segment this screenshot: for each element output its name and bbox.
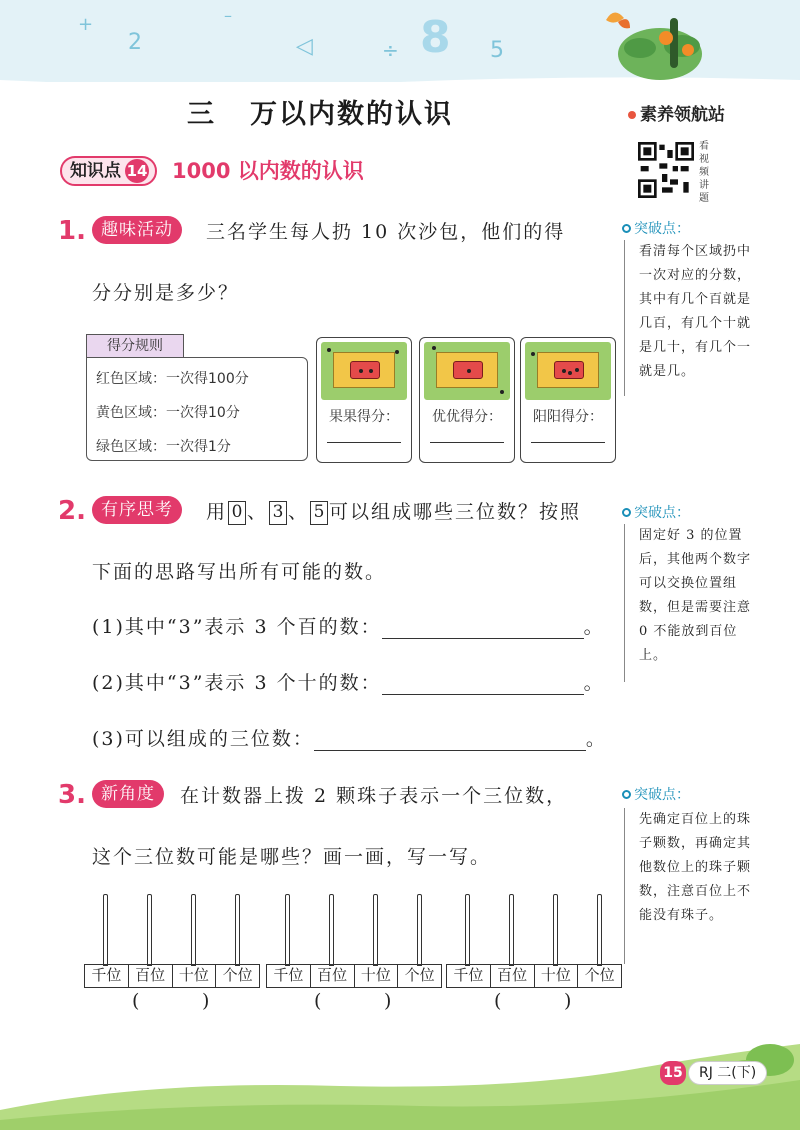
page-title [0, 92, 640, 131]
q2-pre: 用 [206, 501, 228, 523]
score-card-youyou [419, 337, 515, 463]
score-label-guoguo: 果果得分： [329, 409, 399, 425]
knowledge-point-label: 知识点 [70, 161, 121, 181]
q2-sub1-label: (1)其中“3”表示 3 个百的数： [92, 616, 382, 638]
place-thousands: 千位 [267, 965, 311, 987]
unit-number: 三 [187, 99, 216, 130]
knowledge-point-tag [60, 156, 157, 186]
question-2-sub-2 [92, 668, 605, 695]
plant-butterfly-icon [600, 4, 720, 84]
knowledge-point-number: 14 [125, 159, 149, 183]
answer-paren-open[interactable]: ( [314, 990, 322, 1012]
abacus-rod[interactable] [147, 894, 152, 966]
pin-icon [628, 111, 636, 119]
place-tens: 十位 [535, 965, 579, 987]
place-value-row [84, 964, 260, 988]
rule-red: 红色区域：一次得100分 [96, 371, 249, 387]
q2-sep: 、 [288, 501, 310, 523]
decor-dash-icon: – [224, 6, 232, 25]
hint-3-text: 先确定百位上的珠子颗数，再确定其他数位上的珠子颗数，注意百位上不能没有珠子。 [624, 808, 752, 964]
score-blank-youyou[interactable] [430, 442, 504, 443]
decor-plus-icon: + [78, 14, 94, 35]
abacus-rod[interactable] [553, 894, 558, 966]
score-label-youyou: 优优得分： [432, 409, 502, 425]
answer-blank-3[interactable] [314, 731, 586, 751]
target-board-icon [525, 342, 611, 400]
place-hundreds: 百位 [129, 965, 173, 987]
abacus-3[interactable] [446, 890, 622, 1014]
hint-1-text: 看清每个区域扔中一次对应的分数，其中有几个百就是几百，有几个十就是几十，有几个一就是几。 [624, 240, 752, 396]
question-3-tag: 新角度 [92, 780, 164, 808]
question-2-tag: 有序思考 [92, 496, 182, 524]
answer-paren-open[interactable]: ( [132, 990, 140, 1012]
place-value-row [446, 964, 622, 988]
question-2-line-1 [206, 497, 581, 525]
place-ones: 个位 [222, 966, 253, 984]
q2-sub2-label: (2)其中“3”表示 3 个十的数： [92, 672, 382, 694]
knowledge-point-title: 1000 以内数的认识 [172, 159, 364, 183]
q2-end: 。 [585, 728, 607, 750]
question-2-line-2: 下面的思路写出所有可能的数。 [92, 561, 387, 583]
answer-paren-close[interactable]: ) [564, 990, 572, 1012]
abacus-rod[interactable] [373, 894, 378, 966]
question-1-line-2: 分分别是多少？ [92, 282, 240, 304]
place-thousands: 千位 [447, 965, 491, 987]
hint-3-label: 突破点： [634, 787, 690, 803]
literacy-station [628, 100, 725, 125]
abacus-rod[interactable] [417, 894, 422, 966]
place-hundreds: 百位 [311, 965, 355, 987]
scoring-rule-title: 得分规则 [86, 334, 184, 358]
target-ring-icon [622, 224, 631, 233]
question-3-number: 3. [58, 780, 86, 810]
answer-blank-1[interactable] [382, 619, 584, 639]
hint-3-heading [622, 784, 690, 804]
page-number: 15 [660, 1061, 686, 1085]
qr-code-icon[interactable] [638, 142, 694, 198]
question-3-line-2: 这个三位数可能是哪些？画一画，写一写。 [92, 846, 492, 868]
station-label: 素养领航站 [640, 105, 725, 125]
answer-paren-open[interactable]: ( [494, 990, 502, 1012]
answer-paren-close[interactable]: ) [202, 990, 210, 1012]
question-2-sub-3 [92, 724, 607, 751]
q2-sub3-label: (3)可以组成的三位数： [92, 728, 314, 750]
decor-digit-icon: 8 [420, 12, 451, 63]
place-hundreds: 百位 [491, 965, 535, 987]
place-value-row [266, 964, 442, 988]
score-blank-guoguo[interactable] [327, 442, 401, 443]
question-2-sub-1 [92, 612, 605, 639]
question-2-number: 2. [58, 496, 86, 526]
abacus-rod[interactable] [103, 894, 108, 966]
hint-2-heading [622, 502, 690, 522]
question-3-line-1: 在计数器上拨 2 颗珠子表示一个三位数， [180, 785, 568, 807]
decor-digit-icon: 5 [490, 38, 504, 63]
target-board-icon [321, 342, 407, 400]
decor-triangle-icon: ◁ [296, 34, 313, 59]
abacus-1[interactable] [84, 890, 260, 1014]
hint-2-label: 突破点： [634, 505, 690, 521]
question-1-line-1: 三名学生每人扔 10 次沙包，他们的得 [206, 221, 566, 243]
rule-yellow: 黄色区域：一次得10分 [96, 405, 240, 421]
place-tens: 十位 [355, 965, 399, 987]
q2-post: 可以组成哪些三位数？按照 [329, 501, 582, 523]
score-card-guoguo [316, 337, 412, 463]
score-card-yangyang [520, 337, 616, 463]
hint-1-label: 突破点： [634, 221, 690, 237]
digit-card-3: 3 [269, 501, 287, 525]
place-ones: 个位 [404, 966, 435, 984]
q2-end: 。 [583, 616, 605, 638]
edition-label: RJ 二(下) [688, 1061, 767, 1085]
hint-2-text: 固定好 3 的位置后，其他两个数字可以交换位置组数，但是需要注意 0 不能放到百位上。 [624, 524, 752, 682]
abacus-rod[interactable] [329, 894, 334, 966]
abacus-rod[interactable] [509, 894, 514, 966]
abacus-rod[interactable] [597, 894, 602, 966]
abacus-2[interactable] [266, 890, 442, 1014]
rule-green: 绿色区域：一次得1分 [96, 439, 231, 455]
q2-end: 。 [583, 672, 605, 694]
qr-label: 看视频讲题 [699, 141, 709, 204]
q2-sep: 、 [247, 501, 269, 523]
decor-divide-icon: ÷ [382, 38, 399, 62]
unit-title: 万以内数的认识 [250, 99, 453, 130]
score-label-yangyang: 阳阳得分： [533, 409, 603, 425]
target-ring-icon [622, 508, 631, 517]
digit-card-0: 0 [228, 501, 246, 525]
hint-1-heading [622, 218, 690, 238]
digit-card-5: 5 [310, 501, 328, 525]
target-board-icon [424, 342, 510, 400]
place-tens: 十位 [173, 965, 217, 987]
abacus-rod[interactable] [465, 894, 470, 966]
target-ring-icon [622, 790, 631, 799]
abacus-rod[interactable] [285, 894, 290, 966]
footer-grass [0, 1040, 800, 1130]
answer-blank-2[interactable] [382, 675, 584, 695]
place-thousands: 千位 [85, 965, 129, 987]
score-blank-yangyang[interactable] [531, 442, 605, 443]
question-1-tag: 趣味活动 [92, 216, 182, 244]
answer-paren-close[interactable]: ) [384, 990, 392, 1012]
abacus-rod[interactable] [235, 894, 240, 966]
question-1-number: 1. [58, 216, 86, 246]
abacus-rod[interactable] [191, 894, 196, 966]
decor-digit-icon: 2 [128, 30, 142, 55]
place-ones: 个位 [584, 966, 615, 984]
